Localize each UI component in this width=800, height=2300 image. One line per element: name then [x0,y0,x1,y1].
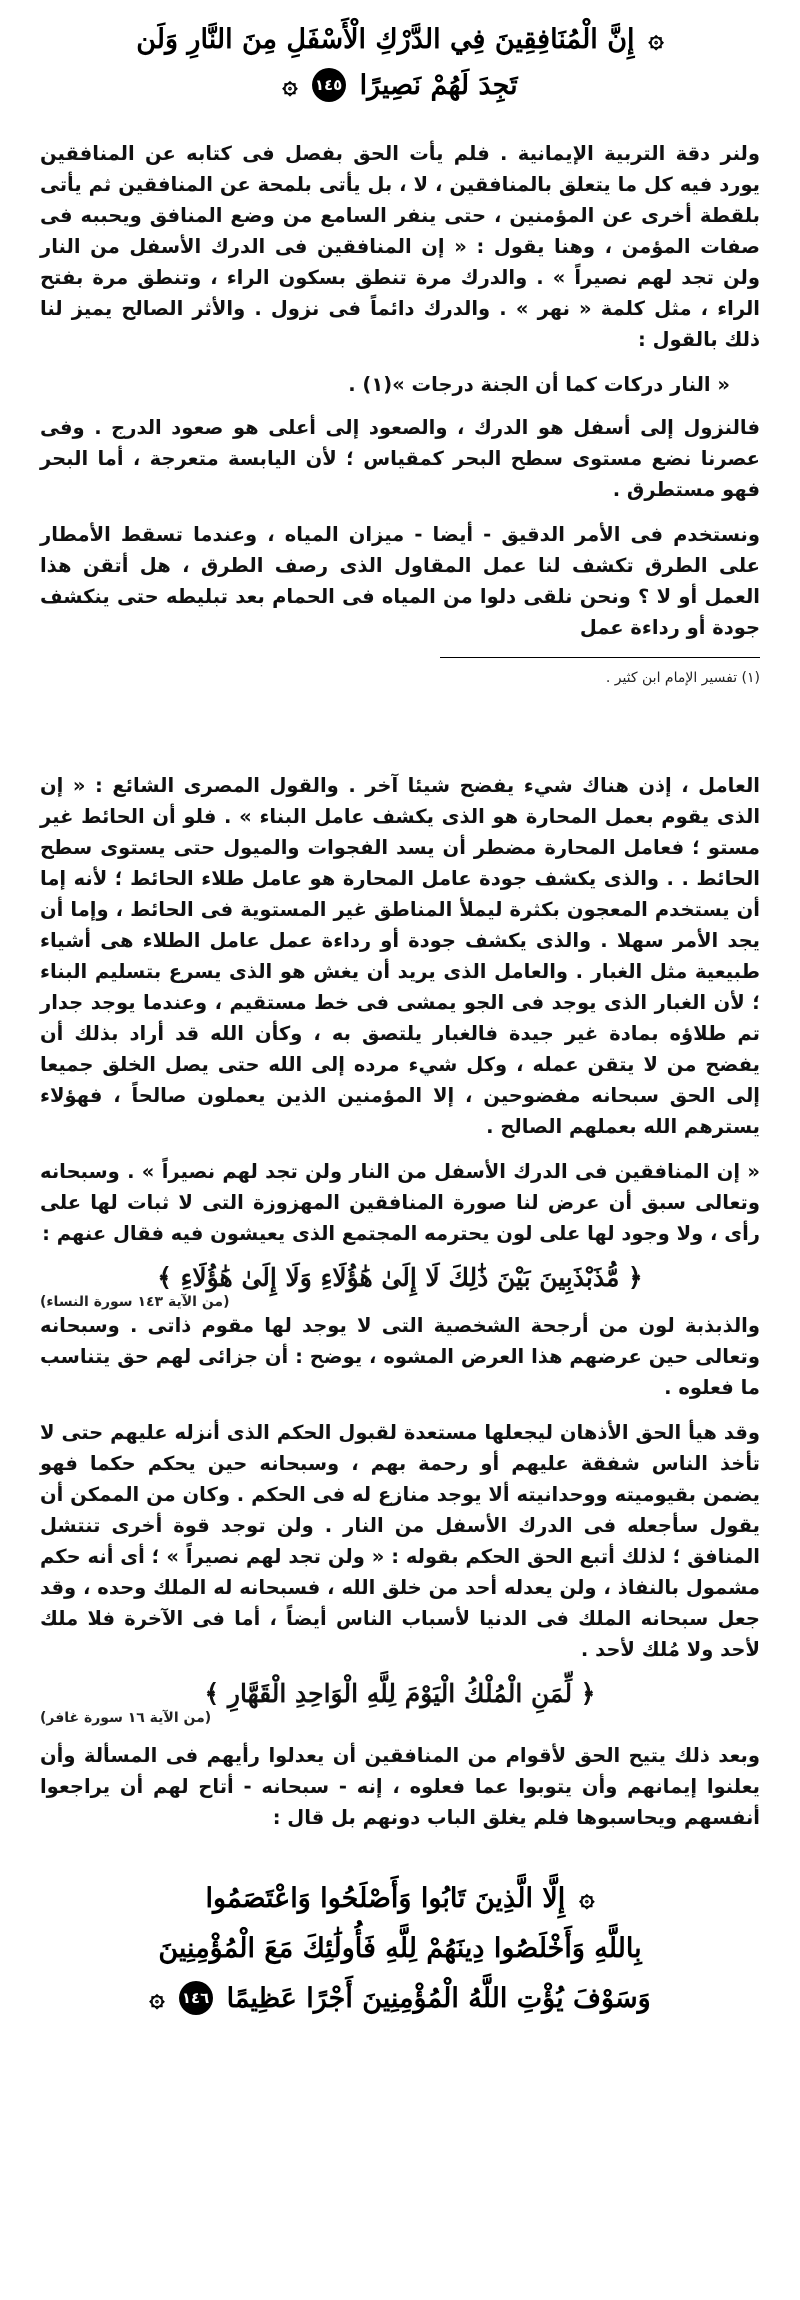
paragraph: فالنزول إلى أسفل هو الدرك ، والصعود إلى أعلى هو صعود الدرج . وفى عصرنا نضع مستوى سطح البحر كمقياس ؛ لأن اليابسة متعرجة ، أما البحر فهو مستطرق . [40,416,760,501]
closing-verse-line-1 [40,1873,760,1923]
paragraph: « إن المنافقين فى الدرك الأسفل من النار ولن تجد لهم نصيراً » . وسبحانه وتعالى سبق أن عرض لنا صورة المنافقين المهزوزة التى لا ثبات لها على رأى ، ولا وجود لها على لون يحترمه المجتمع الذى يعيشون فيه فقال عنهم : [40,1160,760,1245]
verse-number-badge: ١٤٥ [312,68,346,102]
page-two [0,770,800,2023]
ornament-icon: ۞ [282,70,298,100]
hadith-quote: « النار دركات كما أن الجنة درجات »(١) . [348,373,730,396]
page-one [0,10,800,686]
paragraph: والذبذبة لون من أرجحة الشخصية التى لا يوجد لها مقوم ذاتى . وسبحانه وتعالى حين عرضهم هذا العرض المشوه ، يوضح : أن جزائى لهم حق يتناسب ما فعلوه . [40,1314,760,1399]
closing-verse-line-2 [40,1923,760,1973]
inline-verse-1: ﴿ مُّذَبْذَبِينَ بَيْنَ ذَٰلِكَ لَا إِلَىٰ هَٰؤُلَاءِ وَلَا إِلَىٰ هَٰؤُلَاءِ ﴾ [157,1263,643,1292]
paragraph: وقد هيأ الحق الأذهان ليجعلها مستعدة لقبول الحكم الذى أنزله عليهم حتى لا تأخذ الناس شفقة عليهم أو رحمة بهم ، وسبحانه حين يحكم حكما فهو يضمن بقيوميته ووحدانيته ألا يوجد منازع له فى الحكم . وكان من الممكن أن يقول سأجعله فى الدرك الأسفل من النار . ولن توجد قوة أخرى تنتشل المنافق ؛ لذلك أتبع الحق الحكم بقوله : « ولن تجد لهم نصيراً » ؛ أى أنه حكم مشمول بالنفاذ ، ولن يعدله أحد من خلق الله ، فسبحانه له الملك وحده ، وقد جعل سبحانه الملك فى الدنيا لأسباب الناس أيضاً ، أما فى الآخرة فلا ملك لأحد ولا مُلك لأحد . [40,1421,760,1661]
paragraph: وبعد ذلك يتيح الحق لأقوام من المنافقين أن يعدلوا رأيهم فى المسألة وأن يعلنوا إيمانهم وأن يتوبوا عما فعلوه ، إنه - سبحانه - أتاح لهم أن يراجعوا أنفسهم ويحاسبوها فلم يغلق الباب دونهم بل قال : [40,1744,760,1829]
paragraph: العامل ، إذن هناك شيء يفضح شيئا آخر . والقول المصرى الشائع : « إن الذى يقوم بعمل المحارة هو الذى يكشف عامل البناء » . فلو أن الحائط غير مستو ؛ فعامل المحارة مضطر أن يسد الفجوات والميول حتى يستوى سطح الحائط . . والذى يكشف جودة عامل المحارة هو عامل طلاء الحائط ؛ لأنه إما أن يستخدم المعجون بكثرة ليملأ المناطق غير المستوية فى الحائط ، وإما أن يجد الأمر سهلا . والذى يكشف جودة أو رداءة عمل عامل الطلاء هى أشياء طبيعية مثل الغبار . والعامل الذى يريد أن يغش هو الذى يسرع بتسليم البناء ؛ لأن الغبار الذى يوجد فى الجو يمشى فى خط مستقيم ، وعندما يوجد جدار تم طلاؤه بمادة غير جيدة فالغبار يلتصق به ، وكأن الله قد أراد بذلك أن يفضح من لا يتقن عمله ، وكل شيء مرده إلى الله حتى يصل الخلق جميعا إلى الحق سبحانه مفضوحين ، إلا المؤمنين الذين يعملون صالحاً ، فهؤلاء يسترهم الله بعملهم الصالح . [40,774,760,1138]
closing-verse-text-2: بِاللَّهِ وَأَخْلَصُوا دِينَهُمْ لِلَّهِ فَأُولَٰئِكَ مَعَ الْمُؤْمِنِينَ [158,1932,642,1964]
page-one-body [40,138,760,686]
closing-verse-text-3: وَسَوْفَ يُؤْتِ اللَّهُ الْمُؤْمِنِينَ أَجْرًا عَظِيمًا [226,1982,651,2014]
inline-verse-2: ﴿ لِّمَنِ الْمُلْكُ الْيَوْمَ لِلَّهِ الْوَاحِدِ الْقَهَّارِ ﴾ [204,1679,596,1708]
heading-verse-line-2 [40,62,760,108]
ornament-icon: ۞ [579,1883,595,1913]
ornament-icon: ۞ [149,1983,165,2013]
paragraph: ونستخدم فى الأمر الدقيق - أيضا - ميزان المياه ، وعندما تسقط الأمطار على الطرق تكشف لنا عمل المقاول الذى رصف الطرق ، هل أتقن هذا العمل أو لا ؟ ونحن نلقى دلوا من المياه فى الحمام بعد تبليطه حتى ينكشف جودة أو رداءة عمل [40,523,760,639]
ornament-icon: ۞ [648,24,664,54]
closing-verse-text-1: إِلَّا الَّذِينَ تَابُوا وَأَصْلَحُوا وَاعْتَصَمُوا [205,1882,566,1914]
paragraph: ولنر دقة التربية الإيمانية . فلم يأت الحق بفصل فى كتابه عن المنافقين يورد فيه كل ما يتعلق بالمنافقين ، لا ، بل يأتى بلمحة عن المنافقين ثم يأتى بلقطة أخرى عن المؤمنين ، حتى ينفر السامع من وضع المنافق ويحببه فى صفات المؤمن ، وهنا يقول : « إن المنافقين فى الدرك الأسفل من النار ولن تجد لهم نصيراً » . والدرك مرة تنطق بسكون الراء ، وتنطق مرة بفتح الراء ، مثل كلمة « نهر » . والدرك دائماً فى نزول . والأثر الصالح يميز لنا ذلك بالقول : [40,142,760,351]
closing-verse [40,1873,760,2023]
verse-number-badge: ١٤٦ [179,1981,213,2015]
verse-reference-1: (من الآية ١٤٣ سورة النساء) [40,1294,230,1310]
heading-verse-line-1 [40,16,760,62]
heading-verse [40,16,760,108]
heading-verse-text-1: إِنَّ الْمُنَافِقِينَ فِي الدَّرْكِ الْأَسْفَلِ مِنَ النَّارِ وَلَن [136,23,635,55]
heading-verse-text-2: تَجِدَ لَهُمْ نَصِيرًا [359,69,518,101]
footnote: (١) تفسير الإمام ابن كثير . [605,670,760,686]
verse-reference-2: (من الآية ١٦ سورة غافر) [40,1710,212,1726]
closing-verse-line-3 [40,1973,760,2023]
footnote-rule [440,657,760,658]
